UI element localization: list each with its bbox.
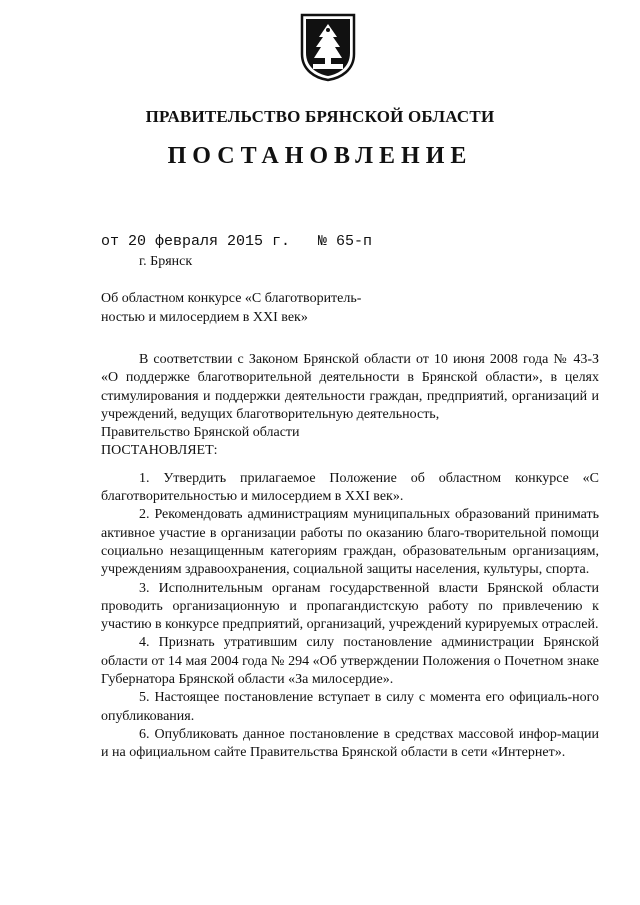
decree-item-1: 1. Утвердить прилагаемое Положение об областном конкурсе «С благотворительностью и милосердием в XXI век».	[101, 470, 599, 505]
document-subject	[101, 289, 431, 327]
document-type-title: ПОСТАНОВЛЕНИЕ	[167, 143, 473, 169]
document-date: от 20 февраля 2015 г.	[101, 233, 291, 250]
government-title: ПРАВИТЕЛЬСТВО БРЯНСКОЙ ОБЛАСТИ	[145, 107, 495, 126]
decree-item-2: 2. Рекомендовать администрациям муниципальных образований принимать активное участие в организации работы по оказанию благо-творительной помощи социально незащищенным категориям граждан, образовательным организациям, учреждениям здравоохранения, социальной защиты населения, культуры, спорта.	[101, 507, 599, 578]
coat-of-arms-icon	[299, 12, 357, 82]
subject-line: Об областном конкурсе «С благотворитель-	[101, 291, 362, 306]
intro-paragraph: В соответствии с Законом Брянской области от 10 июня 2008 года № 43-З «О поддержке благотворительной деятельности в Брянской области», в целях стимулирования и поддержки деятельности граждан, предприятий, организаций и учреждений, ведущих благотворительную деятельность,	[101, 352, 599, 422]
decree-item-6: 6. Опубликовать данное постановление в средствах массовой инфор-мации и на официальном сайте Правительства Брянской области в сети «Интернет».	[101, 726, 599, 761]
decree-item-3: 3. Исполнительным органам государственной власти Брянской области проводить организационную и пропагандистскую работу по привлечению к участию в конкурсе предприятий, организаций, учреждений курируемых отраслей.	[101, 580, 599, 633]
decree-item-4: 4. Признать утратившим силу постановление администрации Брянской области от 14 мая 2004 года № 294 «Об утверждении Положения о Почетном знаке Губернатора Брянской области «За милосердие».	[101, 635, 599, 688]
intro-government: Правительство Брянской области	[101, 425, 300, 441]
decree-item-5: 5. Настоящее постановление вступает в силу с момента его официаль-ного опубликования.	[101, 690, 599, 724]
subject-line: ностью и милосердием в XXI век»	[101, 310, 308, 325]
document-date-number	[101, 233, 372, 250]
decree-word: ПОСТАНОВЛЯЕТ:	[101, 443, 218, 459]
document-number: № 65-п	[318, 233, 373, 250]
document-body	[101, 351, 599, 763]
document-city: г. Брянск	[139, 254, 193, 269]
